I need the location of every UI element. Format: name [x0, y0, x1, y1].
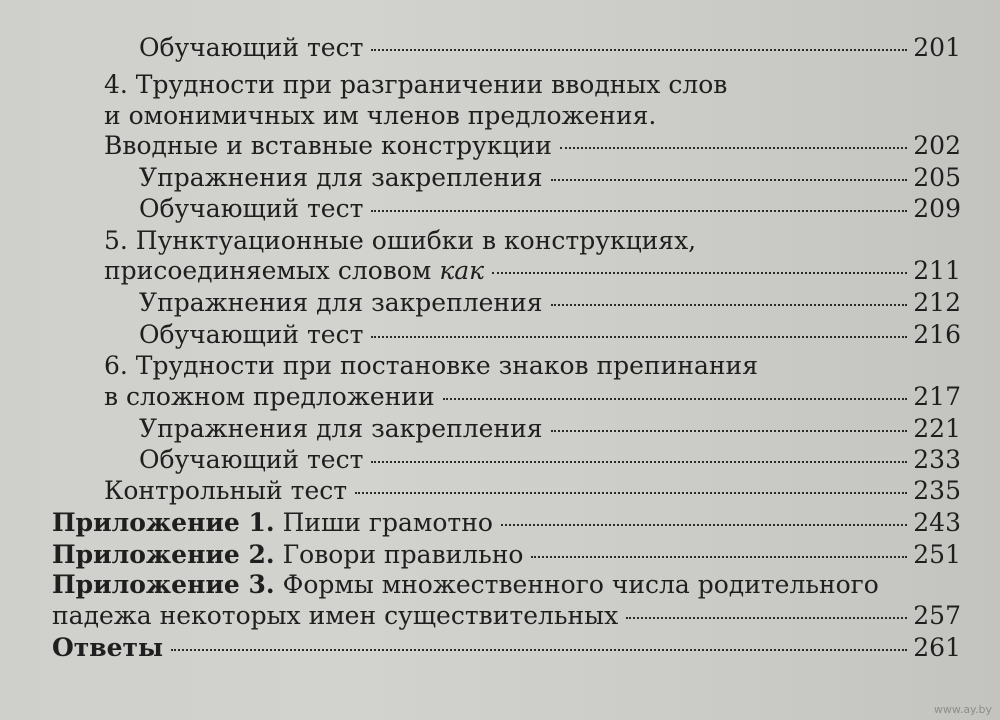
toc-entry [139, 194, 961, 224]
toc-entry-label: Обучающий тест [139, 445, 364, 474]
toc-entry-label: Ответы [52, 633, 164, 662]
toc-appendix-title: Приложение 3. [52, 570, 275, 599]
toc-entry-label: падежа некоторых имен существительных [52, 601, 619, 630]
toc-appendix-entry [52, 540, 961, 570]
leader-dots [551, 304, 908, 306]
toc-appendix-subtitle: Формы множественного числа родительного [282, 570, 879, 599]
toc-entry [139, 445, 961, 475]
toc-entry [104, 256, 961, 286]
leader-dots [443, 398, 908, 400]
toc-answers-entry [52, 633, 961, 663]
toc-page-number: 211 [913, 256, 961, 285]
toc-section-heading: 6. Трудности при постановке знаков препинания [104, 351, 758, 380]
toc-page-number: 257 [913, 601, 961, 630]
leader-dots [355, 492, 907, 494]
toc-entry-label [52, 508, 493, 538]
toc-page-number: 209 [913, 194, 961, 223]
toc-page-number: 205 [913, 163, 961, 192]
toc-entry [139, 414, 961, 444]
leader-dots [371, 461, 907, 463]
toc-page-number: 201 [913, 33, 961, 62]
leader-dots [171, 649, 907, 651]
toc-entry [104, 476, 961, 506]
toc-section-heading: 5. Пунктуационные ошибки в конструкциях, [104, 226, 697, 255]
toc-entry [139, 320, 961, 350]
toc-entry-label [52, 540, 523, 570]
toc-appendix-heading [52, 570, 879, 600]
leader-dots [371, 210, 907, 212]
toc-appendix-title: Приложение 1. [52, 508, 275, 537]
toc-appendix-subtitle: Говори правильно [282, 540, 524, 569]
toc-page-number: 202 [913, 131, 961, 160]
toc-entry-label: Контрольный тест [104, 476, 348, 505]
toc-appendix-entry [52, 508, 961, 538]
toc-entry-label [104, 256, 484, 286]
toc-entry [104, 131, 961, 161]
leader-dots [626, 617, 907, 619]
toc-entry-label: в сложном предложении [104, 382, 435, 411]
toc-page-number: 216 [913, 320, 961, 349]
toc-entry-label: Обучающий тест [139, 320, 364, 349]
leader-dots [501, 524, 907, 526]
toc-page-number: 243 [913, 508, 961, 537]
leader-dots [531, 556, 907, 558]
toc-entry [104, 382, 961, 412]
toc-entry [139, 163, 961, 193]
leader-dots [560, 147, 907, 149]
toc-section-heading-cont: и омонимичных им членов предложения. [104, 101, 657, 130]
toc-appendix-title: Приложение 2. [52, 540, 275, 569]
leader-dots [492, 272, 907, 274]
leader-dots [551, 179, 908, 181]
toc-page-number: 235 [913, 476, 961, 505]
toc-page-number: 233 [913, 445, 961, 474]
toc-entry-label: Вводные и вставные конструкции [104, 131, 552, 160]
toc-appendix-subtitle: Пиши грамотно [282, 508, 493, 537]
toc-appendix-entry [52, 601, 961, 631]
watermark: www.ay.by [933, 703, 992, 716]
leader-dots [371, 49, 907, 51]
toc-entry [139, 288, 961, 318]
toc-page-number: 221 [913, 414, 961, 443]
toc-entry [139, 33, 961, 63]
leader-dots [371, 336, 907, 338]
toc-entry-label-italic: как [439, 256, 485, 285]
toc-page-number: 217 [913, 382, 961, 411]
toc-entry-label: Упражнения для закрепления [139, 414, 543, 443]
leader-dots [551, 430, 908, 432]
toc-page-number: 251 [913, 540, 961, 569]
toc-entry-label: Обучающий тест [139, 33, 364, 62]
toc-entry-label-text: присоединяемых словом [104, 256, 432, 285]
toc-entry-label: Упражнения для закрепления [139, 163, 543, 192]
toc-page-number: 261 [913, 633, 961, 662]
toc-page-number: 212 [913, 288, 961, 317]
toc-entry-label: Обучающий тест [139, 194, 364, 223]
toc-entry-label: Упражнения для закрепления [139, 288, 543, 317]
toc-section-heading: 4. Трудности при разграничении вводных слов [104, 70, 728, 99]
